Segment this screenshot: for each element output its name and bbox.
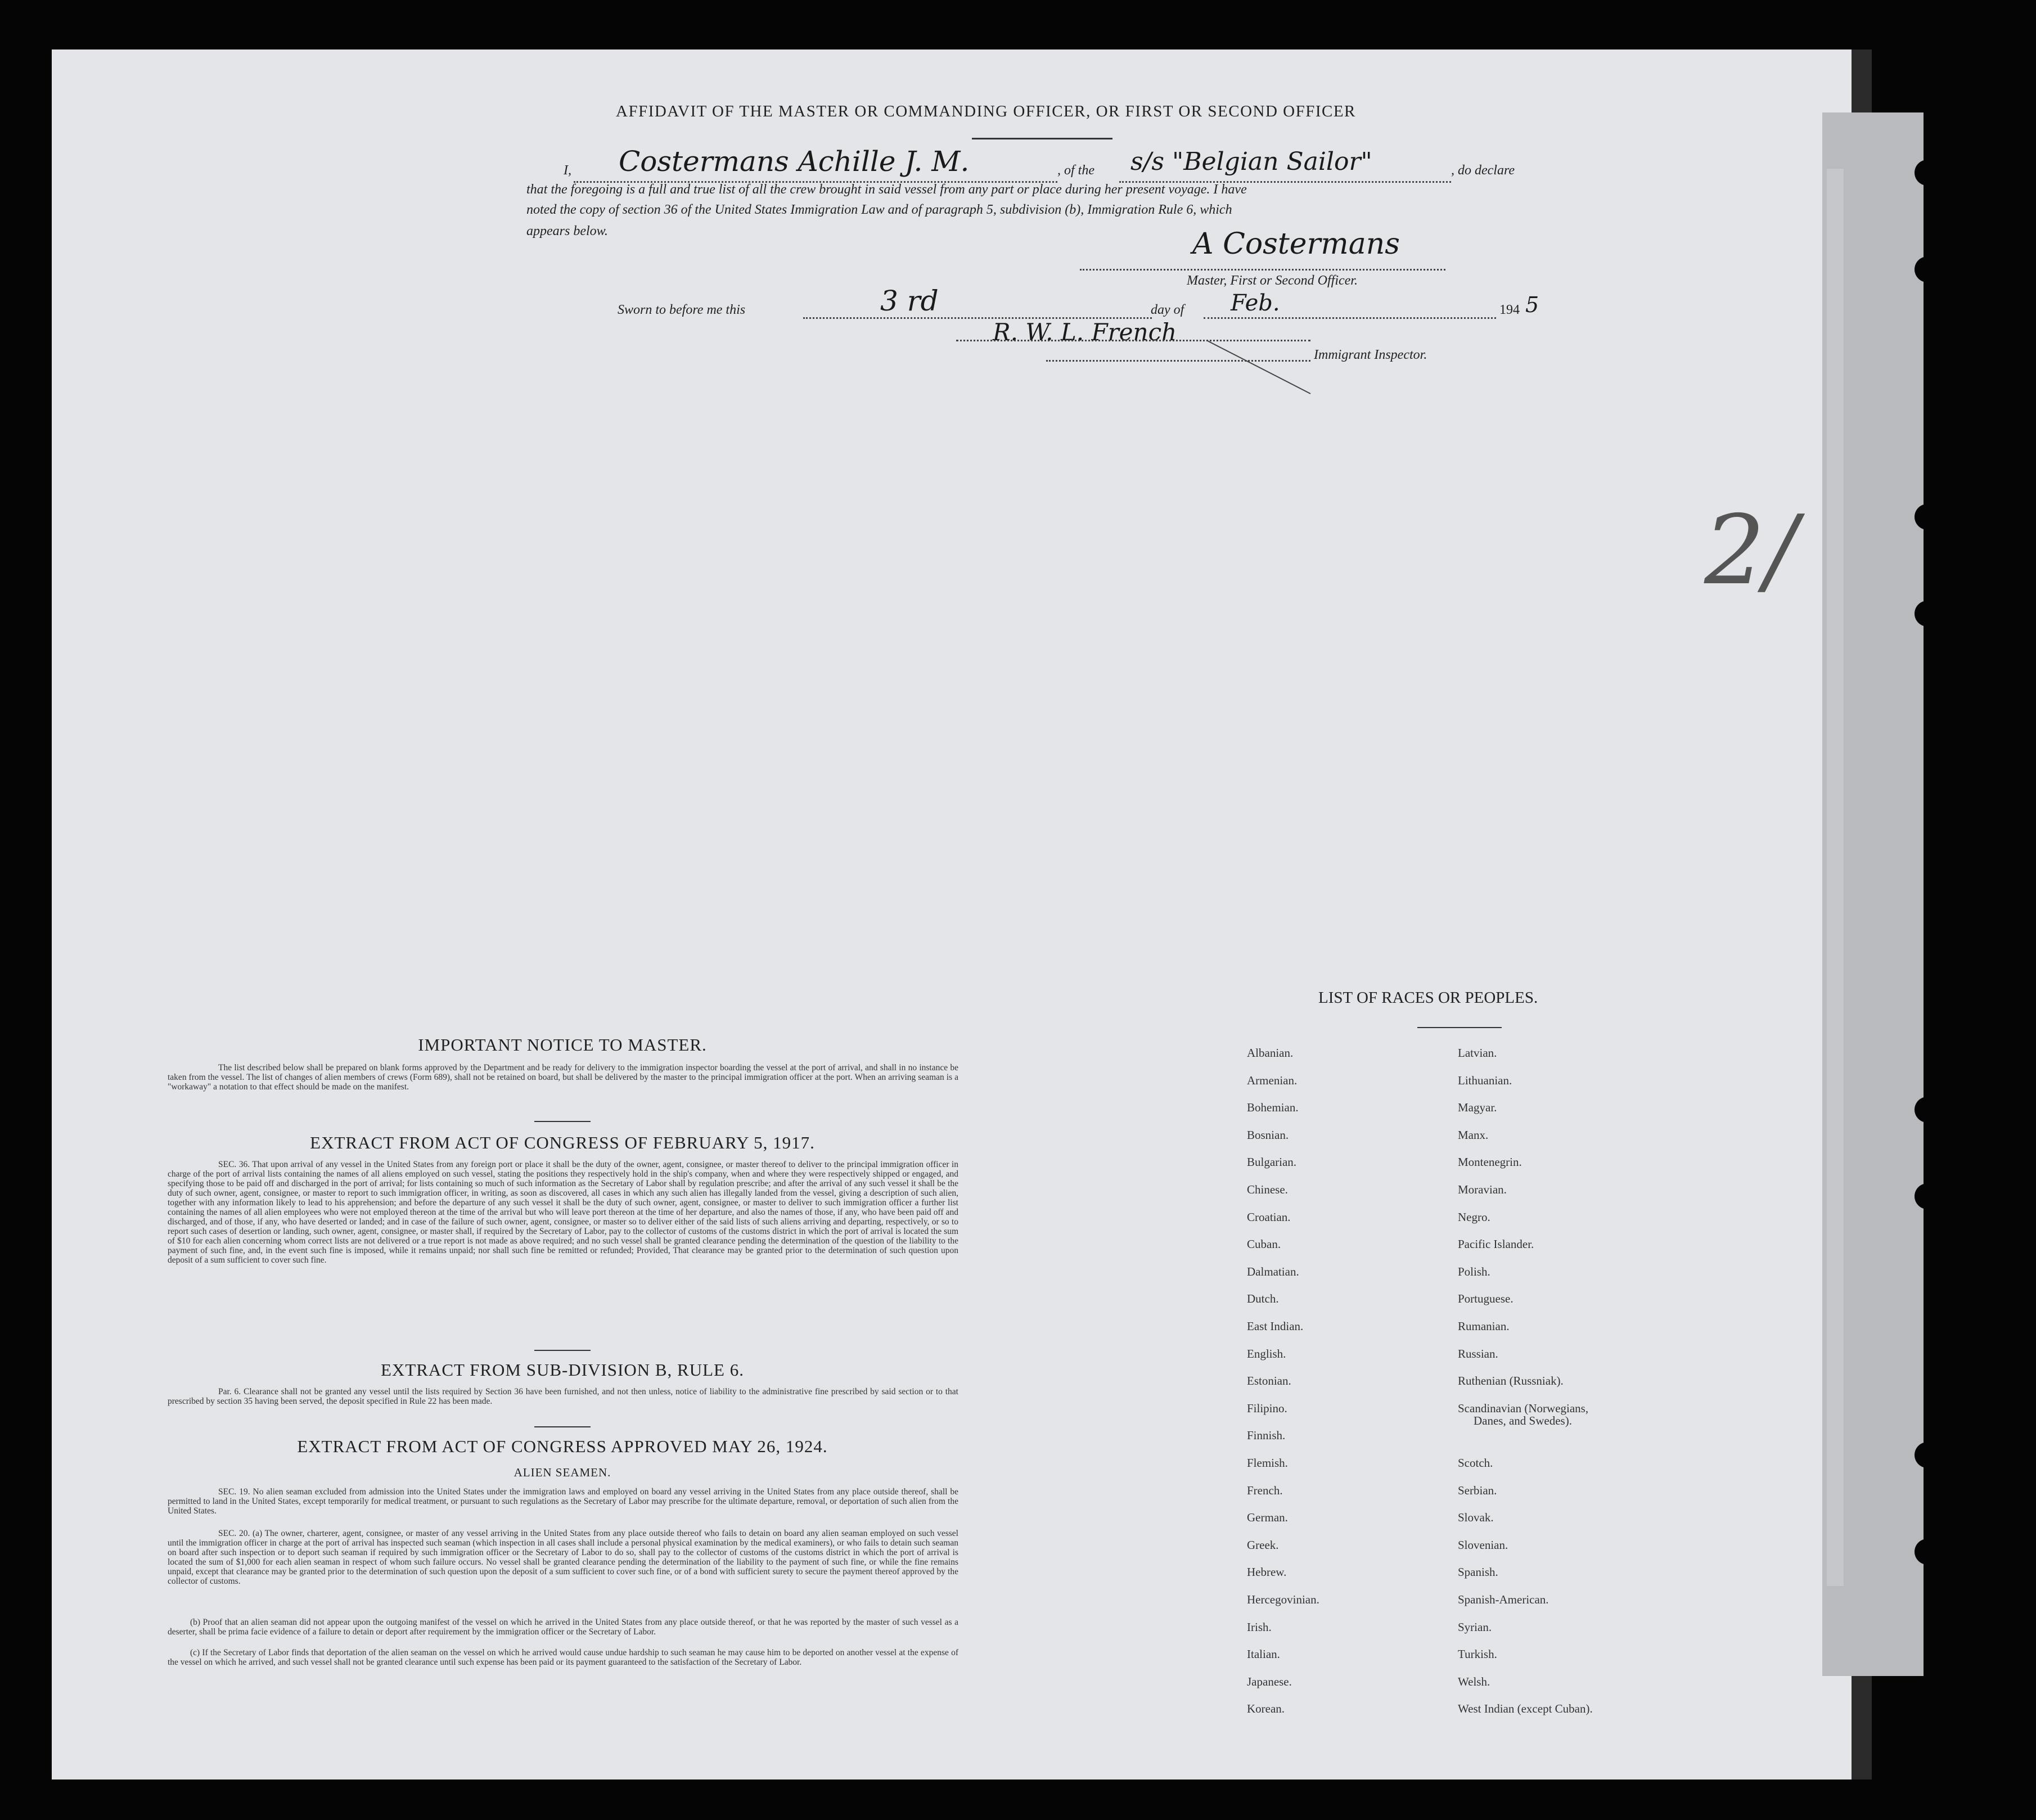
affidavit-text-line: noted the copy of section 36 of the United States Immigration Law and of paragraph 5, subdivision (b), Immigration Rule 6, which	[526, 202, 1232, 217]
race-item: Montenegrin.	[1458, 1155, 1522, 1169]
declarant-prefix: I,	[564, 163, 571, 178]
year-handwritten: 5	[1525, 292, 1539, 317]
inspector-signature: R. W. L. French	[993, 318, 1177, 346]
inspector-label: Immigrant Inspector.	[1314, 348, 1427, 362]
race-item: German.	[1247, 1511, 1288, 1525]
race-item: Bohemian.	[1247, 1101, 1299, 1115]
affidavit-text-line: appears below.	[526, 224, 608, 238]
race-item: Slovak.	[1458, 1511, 1494, 1525]
race-item: Flemish.	[1247, 1456, 1288, 1470]
race-item: Armenian.	[1247, 1073, 1298, 1087]
race-item: Estonian.	[1247, 1374, 1291, 1388]
affidavit-title: AFFIDAVIT OF THE MASTER OR COMMANDING OFFICER, OR FIRST OR SECOND OFFICER	[616, 102, 1356, 120]
race-item: East Indian.	[1247, 1319, 1304, 1333]
race-item: Albanian.	[1247, 1046, 1294, 1060]
race-item: Magyar.	[1458, 1101, 1497, 1115]
race-item: Slovenian.	[1458, 1538, 1508, 1552]
race-item: Hebrew.	[1247, 1565, 1287, 1579]
race-item: French.	[1247, 1483, 1283, 1497]
race-item: Korean.	[1247, 1702, 1285, 1716]
sworn-label: Sworn to before me this	[618, 303, 746, 317]
race-item: Scotch.	[1458, 1456, 1493, 1470]
extract1-body: SEC. 36. That upon arrival of any vessel in the United States from any foreign port or place it shall be the duty of the owner, agent, consignee, or master thereof to deliver to the principal immigration officer in charge of the port of arrival lists containing the names of all aliens employed on such vessel, stating the positions they respectively hold in the ship's company, when and where they were respectively shipped or engaged, and specifying those to be paid off and discharged in the port of arrival; for lists containing so much of such information as the Secretary of Labor shall by regulation prescribe; and after the arrival of any such vessel it shall be the duty of such owner, agent, consignee, or master to report to such immigration officer, in writing, as soon as discovered, all cases in which any such alien has illegally landed from the vessel, giving a description of such alien, together with any information likely to lead to his apprehension; and before the departure of any such vessel it shall be the duty of such owner, agent, consignee, or master to deliver to such immigration officer a further list containing the names of all alien employees who were not employed thereon at the time of the arrival but who will leave port thereon at the time of her departure, and also the names of those, if any, who have been paid off and discharged, and of those, if any, who have deserted or landed; and in case of the failure of such owner, agent, consignee, or master so to deliver either of the said lists of such aliens arriving and departing, respectively, or so to report such cases of desertion or landing, such owner, agent, consignee, or master shall, if required by the Secretary of Labor, pay to the collector of customs of the customs district in which the port of arrival is located the sum of $10 for each alien concerning whom correct lists are not delivered or a true report is not made as above required; and no such vessel shall be granted clearance pending the determination of the question of the liability to the payment of such fine, and, in the event such fine is imposed, while it remains unpaid; nor shall such fine be remitted or refunded; Provided, That clearance may be granted prior to the determination of such question upon deposit of a sum sufficient to cover such fine.	[168, 1160, 958, 1265]
race-item: Manx.	[1458, 1128, 1489, 1142]
punch-hole	[1915, 1183, 1940, 1209]
race-item: West Indian (except Cuban).	[1458, 1702, 1593, 1716]
punch-hole	[1915, 1539, 1940, 1565]
race-item: Dutch.	[1247, 1292, 1279, 1306]
races-column-2	[1458, 1046, 1683, 1721]
sworn-month: Feb.	[1231, 290, 1280, 316]
race-item: Negro.	[1458, 1210, 1490, 1224]
race-item: Croatian.	[1247, 1210, 1291, 1224]
race-item: Portuguese.	[1458, 1292, 1514, 1306]
races-column-1	[1247, 1046, 1416, 1721]
do-declare-label: , do declare	[1451, 163, 1515, 178]
race-item: Welsh.	[1458, 1674, 1490, 1688]
extract3-c: (c) If the Secretary of Labor finds that deportation of the alien seaman on the vessel on which he arrived would cause undue hardship to such seaman he may cause him to be deported on another vessel at the expense of the vessel on which he arrived, and such vessel shall not be granted clearance until such expense has been paid or its payment guaranteed to the satisfaction of the Secretary of Labor.	[168, 1648, 958, 1667]
race-item: Irish.	[1247, 1620, 1272, 1634]
margin-note: 2/	[1704, 495, 1798, 606]
extract3-subtitle: ALIEN SEAMEN.	[513, 1466, 611, 1479]
race-item: Bosnian.	[1247, 1128, 1289, 1142]
race-item: Cuban.	[1247, 1237, 1281, 1251]
notice-body: The list described below shall be prepared on blank forms approved by the Department and be ready for delivery to the immigration inspector boarding the vessel at the port of arrival, and shall in no instance be taken from the vessel. The list of changes of alien members of crews (Form 689), shall not be retained on board, but shall be delivered by the master to the principal immigration officer at the port. When an arriving seaman is a "workaway" a notation to that effect should be made on the manifest.	[168, 1063, 958, 1092]
master-label: Master, First or Second Officer.	[1187, 273, 1358, 288]
vessel-name: s/s "Belgian Sailor"	[1130, 147, 1372, 176]
extract3-sec19: SEC. 19. No alien seaman excluded from admission into the United States under the immigration laws and employed on board any vessel arriving in the United States from any place outside thereof, shall be permitted to land in the United States, except temporarily for medical treatment, or pursuant to such regulations as the Secretary of Labor may prescribe for the ultimate departure, removal, or deportation of such alien from the United States.	[168, 1487, 958, 1516]
race-item: Bulgarian.	[1247, 1155, 1297, 1169]
day-of-label: day of	[1151, 303, 1184, 317]
race-item: Ruthenian (Russniak).	[1458, 1374, 1564, 1388]
binding-strip-edge	[1827, 169, 1844, 1586]
affidavit-text-line: that the foregoing is a full and true list of all the crew brought in said vessel from any part or place during her present voyage. I have	[526, 182, 1247, 197]
race-item: Lithuanian.	[1458, 1073, 1512, 1087]
extract3-sec20: SEC. 20. (a) The owner, charterer, agent, consignee, or master of any vessel arriving in the United States from any place outside thereof who fails to detain on board any alien seaman employed on such vessel until the immigration officer in charge at the port of arrival has inspected such seaman (which inspection in all cases shall include a personal physical examination by the medical examiners), or who fails to detain such seaman on board after such inspection or to deport such seaman if required by such immigration officer or the Secretary of Labor to do so, shall pay to the collector of customs of the customs district in which the port of arrival is located the sum of $1,000 for each alien seaman in respect of whom such failure occurs. No vessel shall be granted clearance pending the determination of the liability to the payment of such fine, or while the fine remains unpaid, except that clearance may be granted prior to the determination of such question upon the deposit of a sum sufficient to cover such fine, or of a bond with sufficient surety to secure the payment thereof approved by the collector of customs.	[168, 1529, 958, 1586]
race-item: Scandinavian (Norwegians,	[1458, 1401, 1589, 1415]
race-item: Japanese.	[1247, 1674, 1292, 1688]
race-continuation: Danes, and Swedes).	[1474, 1414, 1572, 1427]
punch-hole	[1915, 1442, 1940, 1468]
extract2-body: Par. 6. Clearance shall not be granted any vessel until the lists required by Section 36 have been furnished, and not then unless, notice of liability to the administrative fine prescribed by said section or to that prescribed by section 35 having been served, the deposit specified in Rule 22 has been made.	[168, 1387, 958, 1406]
race-item: Dalmatian.	[1247, 1264, 1299, 1278]
section-divider	[534, 1426, 591, 1427]
race-item: Rumanian.	[1458, 1319, 1510, 1333]
extract2-title: EXTRACT FROM SUB-DIVISION B, RULE 6.	[381, 1360, 744, 1380]
race-item: Syrian.	[1458, 1620, 1492, 1634]
race-item: Finnish.	[1247, 1429, 1286, 1443]
of-the-label: , of the	[1057, 163, 1094, 178]
sworn-day: 3 rd	[880, 285, 939, 317]
extract3-b: (b) Proof that an alien seaman did not appear upon the outgoing manifest of the vessel on which he arrived in the United States from any place outside thereof, or that he was reported by the master of such vessel as a deserter, shall be prima facie evidence of a failure to detain or deport after requirement by the immigration officer or the Secretary of Labor.	[168, 1618, 958, 1637]
title-underline	[972, 138, 1112, 139]
race-item: Serbian.	[1458, 1483, 1497, 1497]
punch-hole	[1915, 256, 1940, 282]
punch-hole	[1915, 1097, 1940, 1123]
extract3-title: EXTRACT FROM ACT OF CONGRESS APPROVED MAY 26, 1924.	[297, 1436, 828, 1456]
month-blank	[1204, 317, 1496, 319]
races-title: LIST OF RACES OR PEOPLES.	[1318, 989, 1538, 1007]
race-item: Pacific Islander.	[1458, 1237, 1534, 1251]
extract1-title: EXTRACT FROM ACT OF CONGRESS OF FEBRUARY 5, 1917.	[310, 1133, 815, 1152]
punch-hole	[1915, 504, 1940, 530]
master-signature: A Costermans	[1192, 227, 1400, 261]
section-divider	[534, 1121, 591, 1122]
race-item: Russian.	[1458, 1346, 1498, 1361]
notice-title: IMPORTANT NOTICE TO MASTER.	[418, 1035, 707, 1055]
year-printed: 194	[1499, 303, 1520, 317]
race-item: Latvian.	[1458, 1046, 1497, 1060]
race-item: Turkish.	[1458, 1647, 1497, 1661]
race-item: English.	[1247, 1346, 1286, 1361]
declarant-name: Costermans Achille J. M.	[619, 145, 970, 178]
races-title-underline	[1417, 1027, 1502, 1028]
race-item: Italian.	[1247, 1647, 1280, 1661]
race-item: Hercegovinian.	[1247, 1593, 1319, 1606]
race-item: Filipino.	[1247, 1401, 1287, 1415]
race-item: Moravian.	[1458, 1183, 1507, 1196]
race-item: Spanish.	[1458, 1565, 1498, 1579]
section-divider	[534, 1350, 591, 1351]
signature-blank	[1080, 269, 1445, 271]
pen-stroke	[1204, 337, 1316, 399]
punch-hole	[1915, 601, 1940, 627]
race-item: Polish.	[1458, 1264, 1490, 1278]
race-item: Chinese.	[1247, 1183, 1288, 1196]
race-item: Spanish-American.	[1458, 1593, 1549, 1606]
punch-hole	[1915, 160, 1940, 186]
race-item: Greek.	[1247, 1538, 1279, 1552]
